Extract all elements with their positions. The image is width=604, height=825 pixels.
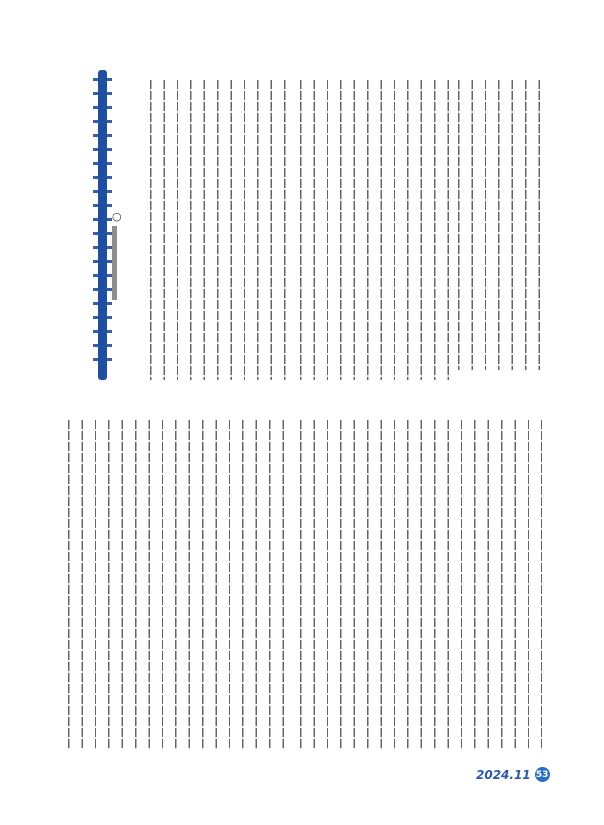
text-column-upper-left	[150, 80, 290, 380]
issue-number: 2024.11	[476, 767, 531, 782]
title-vertical-text	[98, 70, 107, 380]
page-footer	[476, 767, 550, 782]
page-number-badge: 53	[535, 767, 550, 782]
text-column-upper-right	[300, 80, 450, 380]
author-name	[112, 226, 117, 300]
text-column-upper-far-right	[458, 80, 540, 370]
article-title	[88, 70, 126, 390]
text-column-lower-right	[300, 420, 542, 750]
text-column-lower-left	[68, 420, 284, 750]
author-bullet: ○	[112, 210, 122, 223]
